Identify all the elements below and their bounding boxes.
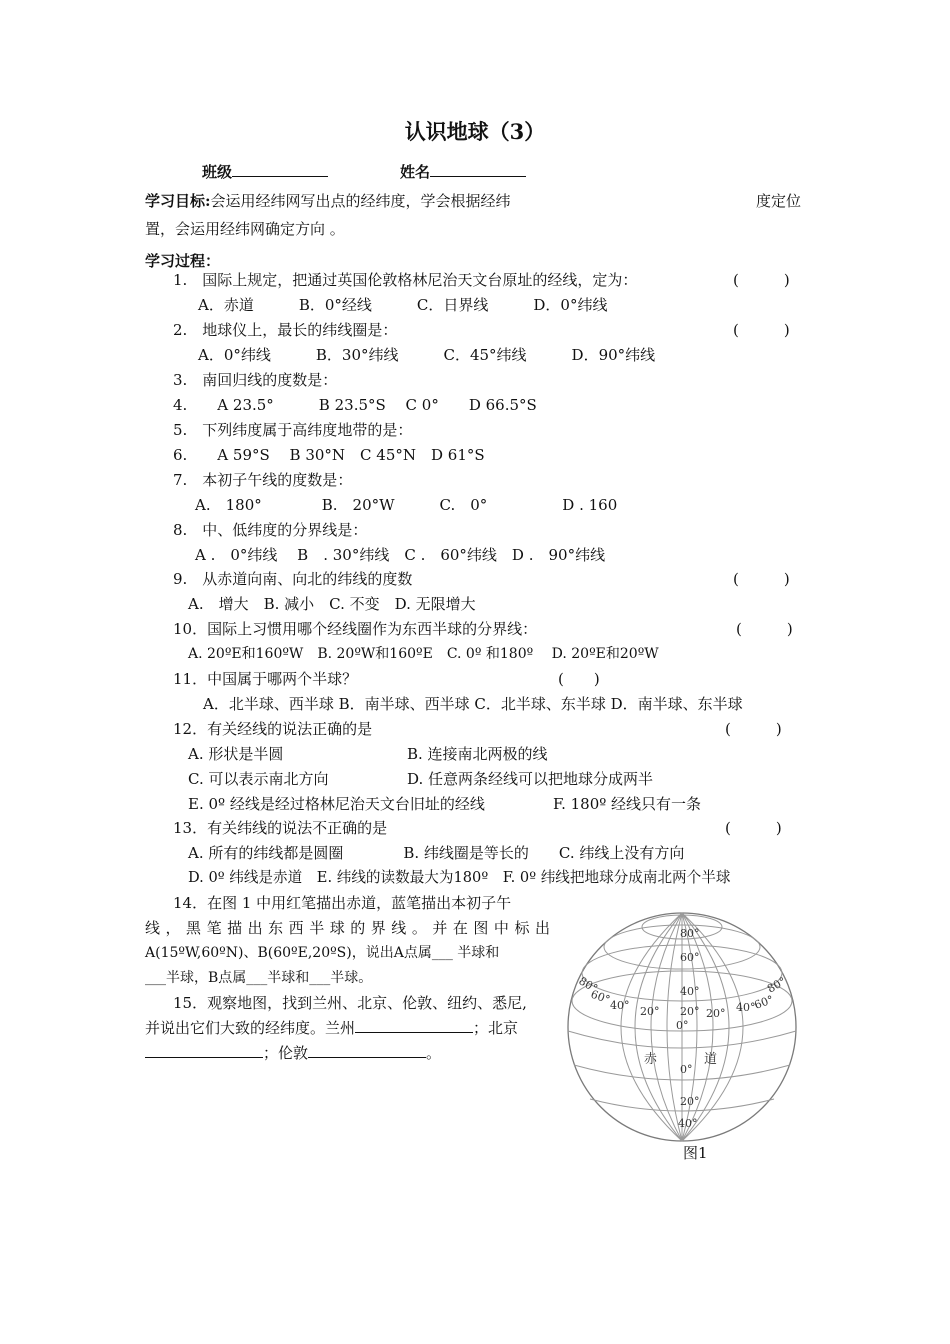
q8-text: 8. 中、低纬度的分界线是：: [173, 521, 368, 539]
q11-options: A．北半球、西半球 B．南半球、西半球 C．北半球、东半球 D．南半球、东半球: [203, 695, 743, 713]
globe-label: 20°: [640, 1005, 660, 1018]
q14-line3: A(15ºW,60ºN)、B(60ºE,20ºS)，说出A点属___ 半球和: [145, 945, 500, 961]
globe-label: 0°: [676, 1019, 689, 1032]
globe-label: 40°: [610, 999, 630, 1012]
goal-line2: 置，会运用经纬网确定方向 。: [145, 220, 345, 238]
name-field: [400, 162, 526, 182]
q10-options: A. 20ºE和160ºW B. 20ºW和160ºE C. 0º 和180º D. 20ºE和20ºW: [188, 646, 659, 662]
q15-line2-text: 并说出它们大致的经纬度。兰州: [145, 1019, 356, 1037]
q1-options: A．赤道 B．0°经线 C．日界线 D．0°纬线: [198, 296, 608, 314]
globe-label: 40°: [678, 1117, 698, 1130]
q12-option-b: B. 连接南北两极的线: [407, 745, 548, 763]
q12-option-c: C. 可以表示南北方向: [188, 770, 329, 788]
q8-options: A . 0°纬线 B . 30°纬线 C . 60°纬线 D . 90°纬线: [195, 546, 606, 564]
q15-line2: [145, 1018, 518, 1038]
name-label: 姓名: [400, 163, 431, 181]
globe-figure: [560, 905, 805, 1145]
q15-line3: [145, 1043, 441, 1063]
q13-text: 13．有关纬线的说法不正确的是: [173, 819, 388, 837]
name-blank[interactable]: [430, 162, 526, 177]
class-label: 班级: [202, 163, 233, 181]
q14-line4: ___半球，B点属___半球和___半球。: [145, 970, 373, 986]
goal-text: 会运用经纬网写出点的经纬度，学会根据经纬: [210, 192, 511, 210]
q12-text: 12．有关经线的说法正确的是: [173, 720, 373, 738]
q11-text: 11．中国属于哪两个半球？: [173, 670, 358, 688]
q2-options: A．0°纬线 B．30°纬线 C．45°纬线 D．90°纬线: [198, 346, 656, 364]
lanzhou-blank[interactable]: [355, 1018, 473, 1033]
q15-line2-sep: ；北京: [473, 1019, 519, 1037]
q15-line3-text: ；伦敦: [263, 1044, 309, 1062]
q9-options: A. 增大 B. 减小 C. 不变 D. 无限增大: [188, 595, 476, 613]
equator-label-right: 道: [704, 1052, 718, 1067]
london-blank[interactable]: [308, 1043, 426, 1058]
q13-options-abc: A. 所有的纬线都是圆圈 B. 纬线圈是等长的 C. 纬线上没有方向: [188, 844, 685, 862]
q4-text: 4. A 23.5° B 23.5°S C 0° D 66.5°S: [173, 396, 537, 414]
q10-text: 10．国际上习惯用哪个经线圈作为东西半球的分界线：: [173, 620, 538, 638]
q9-paren: ( ): [733, 570, 790, 588]
page-title: 认识地球（3）: [404, 119, 546, 144]
q12-paren: ( ): [725, 720, 782, 738]
q2-paren: ( ): [733, 321, 790, 339]
globe-label: 20°: [706, 1007, 726, 1020]
globe-label: 60°: [752, 992, 776, 1012]
globe-label: 40°: [680, 985, 700, 998]
q15-line3-end: 。: [426, 1044, 442, 1062]
globe-label: 20°: [680, 1005, 700, 1018]
q15-line1: 15．观察地图，找到兰州、北京、伦敦、纽约、悉尼,: [173, 994, 527, 1012]
q11-paren: ( ): [558, 670, 600, 688]
q13-options-def: D. 0º 纬线是赤道 E. 纬线的读数最大为180º F. 0º 纬线把地球分成南北两个半球: [188, 869, 731, 886]
q7-text: 7. 本初子午线的度数是：: [173, 471, 353, 489]
q1-paren: ( ): [733, 271, 790, 289]
q12-option-d: D. 任意两条经线可以把地球分成两半: [407, 770, 654, 788]
q12-option-e: E. 0º 经线是经过格林尼治天文台旧址的经线: [188, 795, 485, 813]
figure-caption: 图1: [683, 1144, 708, 1162]
q3-text: 3. 南回归线的度数是：: [173, 371, 338, 389]
equator-label-left: 赤: [644, 1052, 658, 1067]
beijing-blank[interactable]: [145, 1043, 263, 1058]
q12-option-a: A. 形状是半圆: [188, 745, 284, 763]
q7-options: A. 180° B. 20°W C. 0° D . 160: [195, 496, 618, 514]
q5-text: 5. 下列纬度属于高纬度地带的是：: [173, 421, 413, 439]
q1-text: 1. 国际上规定，把通过英国伦敦格林尼治天文台原址的经线，定为：: [173, 271, 638, 289]
globe-label: 0°: [680, 1063, 693, 1076]
globe-label: 20°: [680, 1095, 700, 1108]
q9-text: 9. 从赤道向南、向北的纬线的度数: [173, 570, 413, 588]
process-label: 学习过程：: [145, 252, 221, 270]
q2-text: 2. 地球仪上，最长的纬线圈是：: [173, 321, 398, 339]
class-blank[interactable]: [232, 162, 328, 177]
q14-line2: 线，黑笔描出东西半球的界线。并在图中标出: [145, 919, 550, 937]
q14-line1: 14．在图 1 中用红笔描出赤道，蓝笔描出本初子午: [173, 894, 512, 912]
goal-text-end: 度定位: [756, 192, 802, 210]
globe-label: 80°: [680, 927, 700, 940]
goal-label: 学习目标:: [145, 192, 211, 210]
class-field: [202, 162, 328, 182]
globe-label: 80°: [576, 974, 600, 996]
globe-label: 60°: [588, 987, 612, 1007]
q13-paren: ( ): [725, 819, 782, 837]
q10-paren: ( ): [736, 620, 793, 638]
globe-label: 40°: [736, 1001, 756, 1014]
globe-label: 60°: [680, 951, 700, 964]
q6-text: 6. A 59°S B 30°N C 45°N D 61°S: [173, 446, 485, 464]
q12-option-f: F. 180º 经线只有一条: [553, 795, 702, 813]
goal-line1: [145, 191, 511, 211]
globe-label: 80°: [765, 974, 789, 996]
